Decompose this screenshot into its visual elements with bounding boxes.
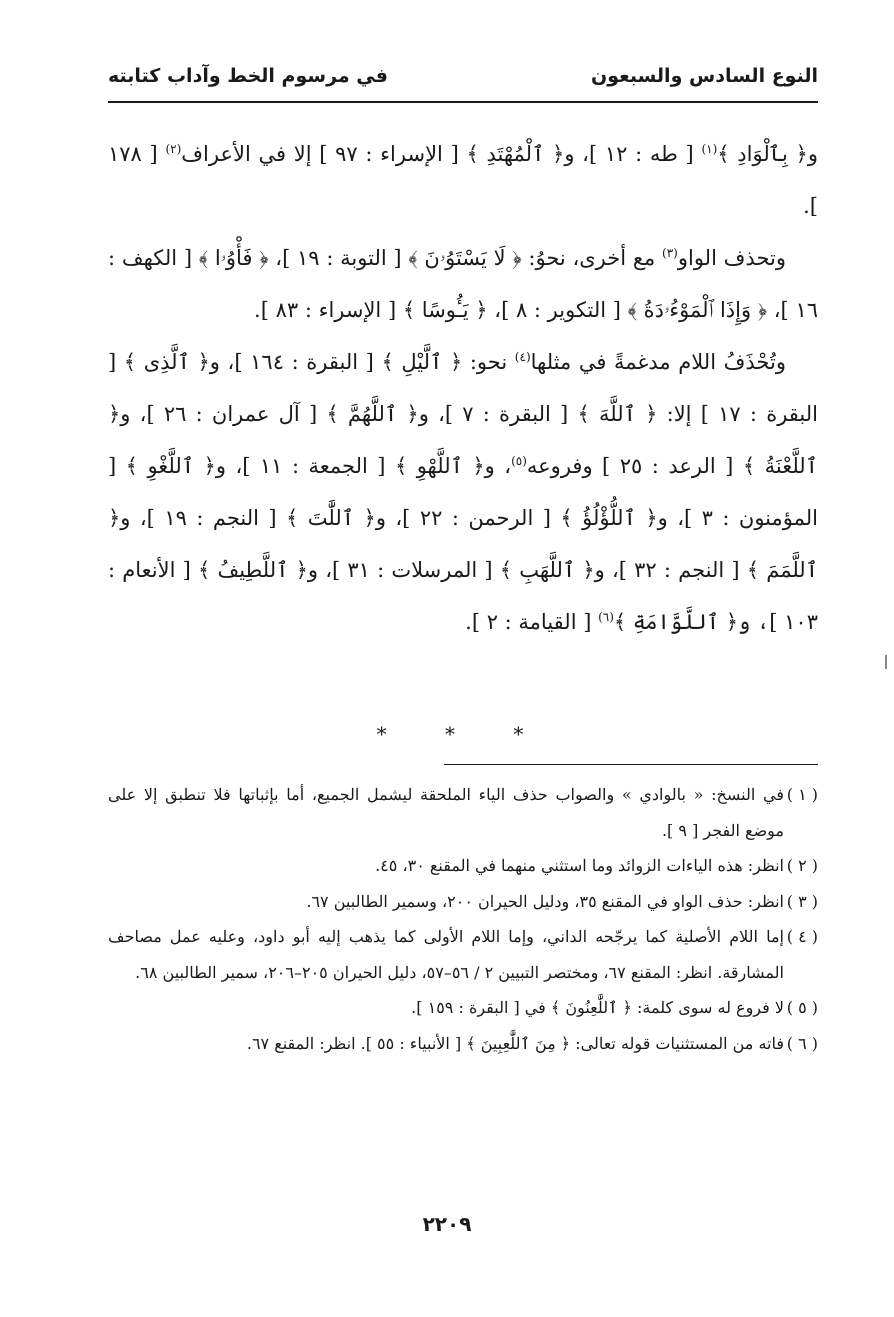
footnote-marker-2: (٢)	[165, 142, 182, 156]
paragraph-3-text-c: ، و﴿ ٱللَّهْوِ ﴾ [ الجمعة : ١١ ]، و﴿ ٱللَّغْوِ ﴾ [ المؤمنون : ٣ ]، و﴿ ٱللُّؤْلُؤُ ﴾ [ الرحمن : ٢٢ ]، و﴿ ٱللَّٰتَ ﴾ [ النجم : ١٩ ]، و﴿ ٱللَّمَمَ ﴾ [ النجم : ٣٢ ]، و﴿ ٱللَّهَبِ ﴾ [ المرسلات : ٣١ ]، و﴿ ٱللَّطِيفُ ﴾ [ الأنعام : ١٠٣ ]، و﴿ ٱللَّوَّامَةِ ﴾	[108, 454, 819, 634]
section-title: في مرسوم الخط وآداب كتابته	[108, 65, 388, 87]
paragraph-3	[108, 336, 818, 648]
footnote-6	[108, 1026, 818, 1062]
footnote-marker-3: (٣)	[662, 246, 678, 260]
paragraph-1-text-b: [ طه : ١٢ ]، و﴿ ٱلْمُهْتَدِ ﴾ [ الإسراء : ٩٧ ] إلا في الأعراف	[181, 142, 702, 166]
running-head	[108, 58, 818, 94]
footnote-number: ( ٢ )	[786, 856, 818, 875]
paragraph-1-text-a: و﴿ بِٱلْوَادِ ﴾	[717, 142, 819, 166]
footnote-number: ( ٣ )	[786, 891, 818, 911]
paragraph-2-text-a: وتحذف الواو	[677, 246, 786, 270]
footnote-2	[108, 848, 818, 884]
footnote-text: انظر: حذف الواو في المقنع ٣٥، ودليل الحيران ٢٠٠، وسمير الطالبين ٦٧.	[306, 891, 784, 911]
page-number: ٢٢٠٩	[422, 1212, 472, 1236]
paragraph-3-text-d: [ القيامة : ٢ ].	[465, 610, 599, 634]
header-rule	[108, 101, 818, 103]
footnotes	[108, 777, 818, 1061]
footnote-text: إما اللام الأصلية كما يرجّحه الداني، وإما اللام الأولى كما يذهب إليه أبو داود، وعليه عمل مصاحف المشارقة. انظر: المقنع ٦٧، ومختصر التبيين ٢ / ٥٦–٥٧، دليل الحيران ٢٠٥–٢٠٦، سمير الطالبين ٦٨.	[108, 927, 784, 982]
footnote-4	[108, 919, 818, 990]
chapter-title: النوع السادس والسبعون	[590, 65, 818, 87]
footnote-marker-4: (٤)	[514, 350, 531, 364]
footnote-number: ( ١ )	[786, 785, 818, 804]
main-text	[108, 128, 818, 648]
footnote-rule	[444, 764, 818, 765]
footnote-text: لا فروع له سوى كلمة: ﴿ ٱللَّٰعِنُونَ ﴾ في [ البقرة : ١٥٩ ].	[411, 998, 784, 1017]
footnote-5	[108, 990, 818, 1026]
footnote-marker-5: (٥)	[511, 454, 527, 468]
footnote-1	[108, 777, 818, 848]
paragraph-3-text-b: نحو: ﴿ ٱلَّيْلِ ﴾ [ البقرة : ١٦٤ ]، و﴿ ٱلَّذِى ﴾ [ البقرة : ١٧ ] إلا: ﴿ ٱللَّهَ ﴾ [ البقرة : ٧ ]، و﴿ ٱللَّهُمَّ ﴾ [ آل عمران : ٢٦ ]، و﴿ ٱللَّعْنَةُ ﴾ [ الرعد : ٢٥ ] وفروعه	[108, 350, 818, 478]
footnote-text: في النسخ: « بالوادي » والصواب حذف الياء الملحقة ليشمل الجميع، أما بإثباتها فلا تنطبق إلا على موضع الفجر [ ٩ ].	[108, 785, 784, 840]
footnote-number: ( ٥ )	[786, 998, 818, 1017]
paragraph-2	[108, 232, 818, 336]
footnote-number: ( ٤ )	[786, 927, 818, 946]
footnote-marker-6: (٦)	[598, 610, 614, 624]
section-separator: * * *	[376, 722, 550, 746]
footnote-number: ( ٦ )	[786, 1033, 818, 1053]
paragraph-2-text-b: مع أخرى، نحوُ: ﴿ لَا يَسْتَوُۥنَ ﴾ [ التوبة : ١٩ ]، ﴿ فَأْوُۥا ﴾ [ الكهف : ١٦ ]، ﴿ وَإِذَا ٱلْمَوْءُۥدَةُ ﴾ [ التكوير : ٨ ]، ﴿ يَـُٔوسًا ﴾ [ الإسراء : ٨٣ ].	[108, 246, 818, 322]
paragraph-3-text-a: وتُحْذَفُ اللام مدغمةً في مثلها	[530, 350, 786, 374]
footnote-text: فاته من المستثنيات قوله تعالى: ﴿ مِنَ ٱللَّٰعِبِينَ ﴾ [ الأنبياء : ٥٥ ]. انظر: المقنع ٦٧.	[246, 1033, 784, 1053]
scan-mark	[885, 655, 887, 669]
footnote-3	[108, 884, 818, 920]
paragraph-1	[108, 128, 818, 232]
paragraph-1-text-c: [ ١٧٨ ].	[108, 142, 818, 218]
footnote-marker-1: (١)	[701, 142, 718, 156]
footnote-text: انظر: هذه الياءات الزوائد وما استثني منهما في المقنع ٣٠، ٤٥.	[375, 856, 784, 875]
